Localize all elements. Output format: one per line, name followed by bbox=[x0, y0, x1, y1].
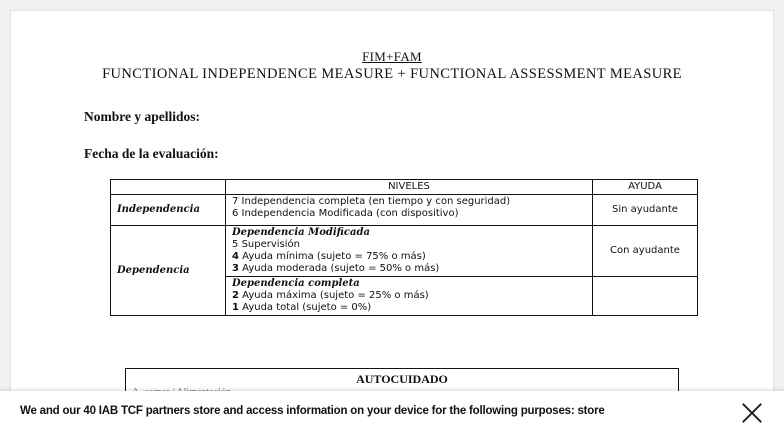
group-heading: Dependencia completa bbox=[232, 278, 360, 289]
level-number: 5 bbox=[232, 239, 239, 250]
dependence-complete-levels bbox=[226, 277, 593, 316]
consent-banner bbox=[0, 391, 784, 441]
section-title: AUTOCUIDADO bbox=[356, 372, 448, 386]
levels-table bbox=[110, 179, 698, 316]
document-title: FIM+FAM bbox=[362, 49, 422, 64]
level-line: 6 Independencia Modificada (con dispositivo) bbox=[232, 208, 459, 219]
header-empty bbox=[111, 180, 226, 195]
level-line: 7 Independencia completa (en tiempo y con seguridad) bbox=[232, 196, 511, 207]
dependence-modified-levels bbox=[226, 226, 593, 277]
document-page bbox=[10, 10, 774, 392]
table-row bbox=[111, 195, 698, 226]
level-number: 3 bbox=[232, 263, 239, 274]
name-field-label: Nombre y apellidos: bbox=[84, 109, 201, 124]
level-line bbox=[232, 239, 586, 251]
close-icon[interactable] bbox=[738, 399, 766, 427]
header-help: AYUDA bbox=[593, 180, 698, 195]
consent-text: We and our 40 IAB TCF partners store and access information on your device for the following purposes: store bbox=[20, 405, 605, 417]
level-text: Ayuda mínima (sujeto = 75% o más) bbox=[242, 251, 426, 262]
document-subtitle: FUNCTIONAL INDEPENDENCE MEASURE + FUNCTIONAL ASSESSMENT MEASURE bbox=[102, 66, 682, 82]
empty-help-cell bbox=[593, 277, 698, 316]
level-line bbox=[232, 290, 586, 302]
table-row bbox=[111, 226, 698, 277]
level-number: 2 bbox=[232, 290, 239, 301]
level-number: 1 bbox=[232, 302, 239, 313]
independence-label: Independencia bbox=[111, 195, 226, 226]
level-number: 4 bbox=[232, 251, 239, 262]
level-text: Supervisión bbox=[241, 239, 300, 250]
header-levels: NIVELES bbox=[226, 180, 593, 195]
level-text: Ayuda moderada (sujeto = 50% o más) bbox=[242, 263, 440, 274]
level-line bbox=[232, 251, 586, 263]
level-text: Ayuda máxima (sujeto = 25% o más) bbox=[242, 290, 429, 301]
table-header-row bbox=[111, 180, 698, 195]
level-text: Ayuda total (sujeto = 0%) bbox=[242, 302, 372, 313]
dependence-label: Dependencia bbox=[111, 226, 226, 316]
group-heading: Dependencia Modificada bbox=[232, 227, 370, 238]
level-line bbox=[232, 263, 586, 275]
dependence-help: Con ayudante bbox=[593, 226, 698, 277]
date-field-label: Fecha de la evaluación: bbox=[84, 146, 219, 161]
independence-levels bbox=[226, 195, 593, 226]
level-line bbox=[232, 302, 586, 314]
independence-help: Sin ayudante bbox=[593, 195, 698, 226]
